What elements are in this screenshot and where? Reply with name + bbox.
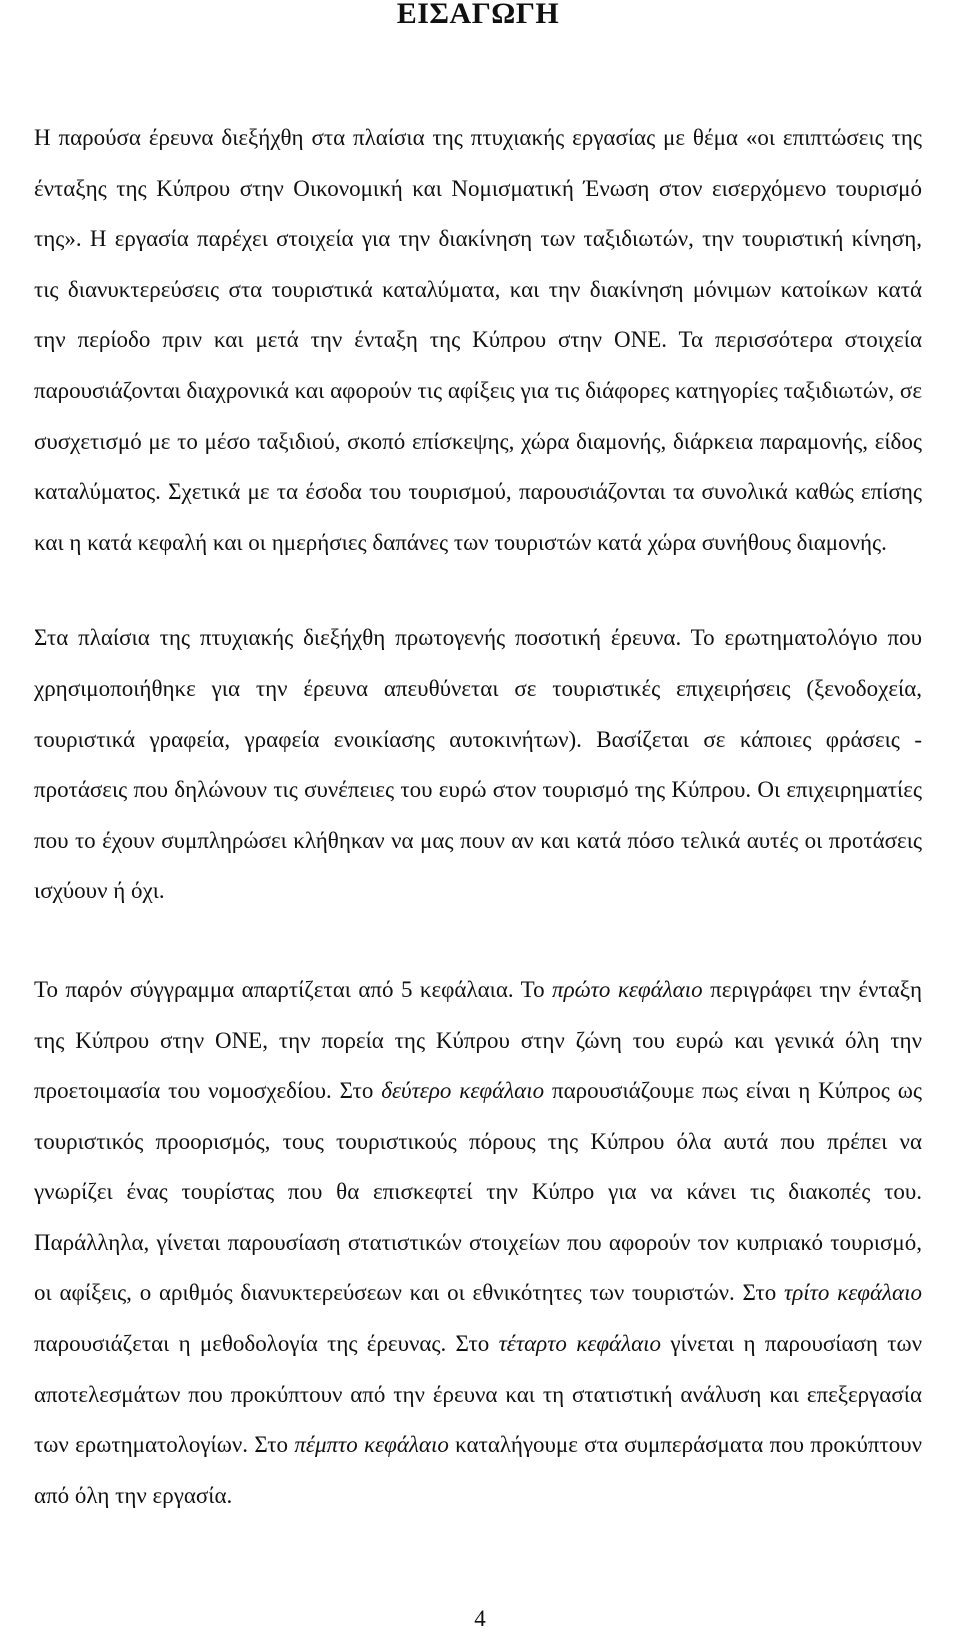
paragraph-chapter-outline — [34, 965, 922, 1522]
outline-text: παρουσιάζουμε πως είναι η Κύπρος ως τουριστικός προορισμός, τους τουριστικούς πόρους της Κύπρου όλα αυτά που πρέπει να γνωρίζει ένας τουρίστας που θα επισκεφτεί την Κύπρο για να κάνει τις διακοπές του. Παράλληλα, γίνεται παρουσίαση στατιστικών στοιχείων που αφορούν τον κυπριακό τουρισμό, οι αφίξεις, ο αριθμός διανυκτερεύσεων και οι εθνικότητες των τουριστών. Στο — [34, 1078, 922, 1306]
chapter-3-reference: τρίτο κεφάλαιο — [784, 1280, 922, 1306]
outline-text: γίνεται η παρουσίαση των αποτελεσμάτων που προκύπτουν από την έρευνα και τη στατιστική ανάλυση και επεξεργασία των ερωτηματολογίων. Στο — [34, 1331, 922, 1458]
chapter-5-reference: πέμπτο κεφάλαιο — [294, 1432, 449, 1458]
chapter-1-reference: πρώτο κεφάλαιο — [552, 976, 703, 1002]
paragraph-methodology: Στα πλαίσια της πτυχιακής διεξήχθη πρωτογενής ποσοτική έρευνα. Το ερωτηματολόγιο που χρησιμοποιήθηκε για την έρευνα απευθύνεται σε τουριστικές επιχειρήσεις (ξενοδοχεία, τουριστικά γραφεία, γραφεία ενοικίασης αυτοκινήτων). Βασίζεται σε κάποιες φράσεις - προτάσεις που δηλώνουν τις συνέπειες του ευρώ στον τουρισμό της Κύπρου. Οι επιχειρηματίες που το έχουν συμπληρώσει κλήθηκαν να μας πουν αν και κατά πόσο τελικά αυτές οι προτάσεις ισχύουν ή όχι. — [34, 625, 922, 904]
outline-text: καταλήγουμε στα συμπεράσματα που προκύπτουν από όλη την εργασία. — [34, 1432, 922, 1508]
page-number: 4 — [474, 1606, 486, 1631]
section-title: ΕΙΣΑΓΩΓΗ — [396, 0, 560, 30]
paragraph-research-overview: Η παρούσα έρευνα διεξήχθη στα πλαίσια της πτυχιακής εργασίας με θέμα «οι επιπτώσεις της ένταξης της Κύπρου στην Οικονομική και Νομισματική Ένωση στον εισερχόμενο τουρισμό της». Η εργασία παρέχει στοιχεία για την διακίνηση των ταξιδιωτών, την τουριστική κίνηση, τις διανυκτερεύσεις στα τουριστικά καταλύματα, και την διακίνηση μόνιμων κατοίκων κατά την περίοδο πριν και μετά την ένταξη της Κύπρου στην ΟΝΕ. Τα περισσότερα στοιχεία παρουσιάζονται διαχρονικά και αφορούν τις αφίξεις για τις διάφορες κατηγορίες ταξιδιωτών, σε συσχετισμό με το μέσο ταξιδιού, σκοπό επίσκεψης, χώρα διαμονής, διάρκεια παραμονής, είδος καταλύματος. Σχετικά με τα έσοδα του τουρισμού, παρουσιάζονται τα συνολικά καθώς επίσης και η κατά κεφαλή και οι ημερήσιες δαπάνες των τουριστών κατά χώρα συνήθους διαμονής. — [34, 125, 922, 555]
outline-text: Το παρόν σύγγραμμα απαρτίζεται από 5 κεφάλαια. Το — [34, 976, 553, 1002]
chapter-4-reference: τέταρτο κεφάλαιο — [498, 1331, 662, 1357]
chapter-2-reference: δεύτερο κεφάλαιο — [381, 1078, 545, 1104]
outline-text: περιγράφει την ένταξη της Κύπρου στην ΟΝΕ, την πορεία της Κύπρου στην ζώνη του ευρώ και γενικά όλη την προετοιμασία του νομοσχεδίου. Στο — [34, 976, 922, 1104]
outline-text: παρουσιάζεται η μεθοδολογία της έρευνας. Στο — [34, 1331, 499, 1357]
document-page — [34, 0, 922, 1521]
